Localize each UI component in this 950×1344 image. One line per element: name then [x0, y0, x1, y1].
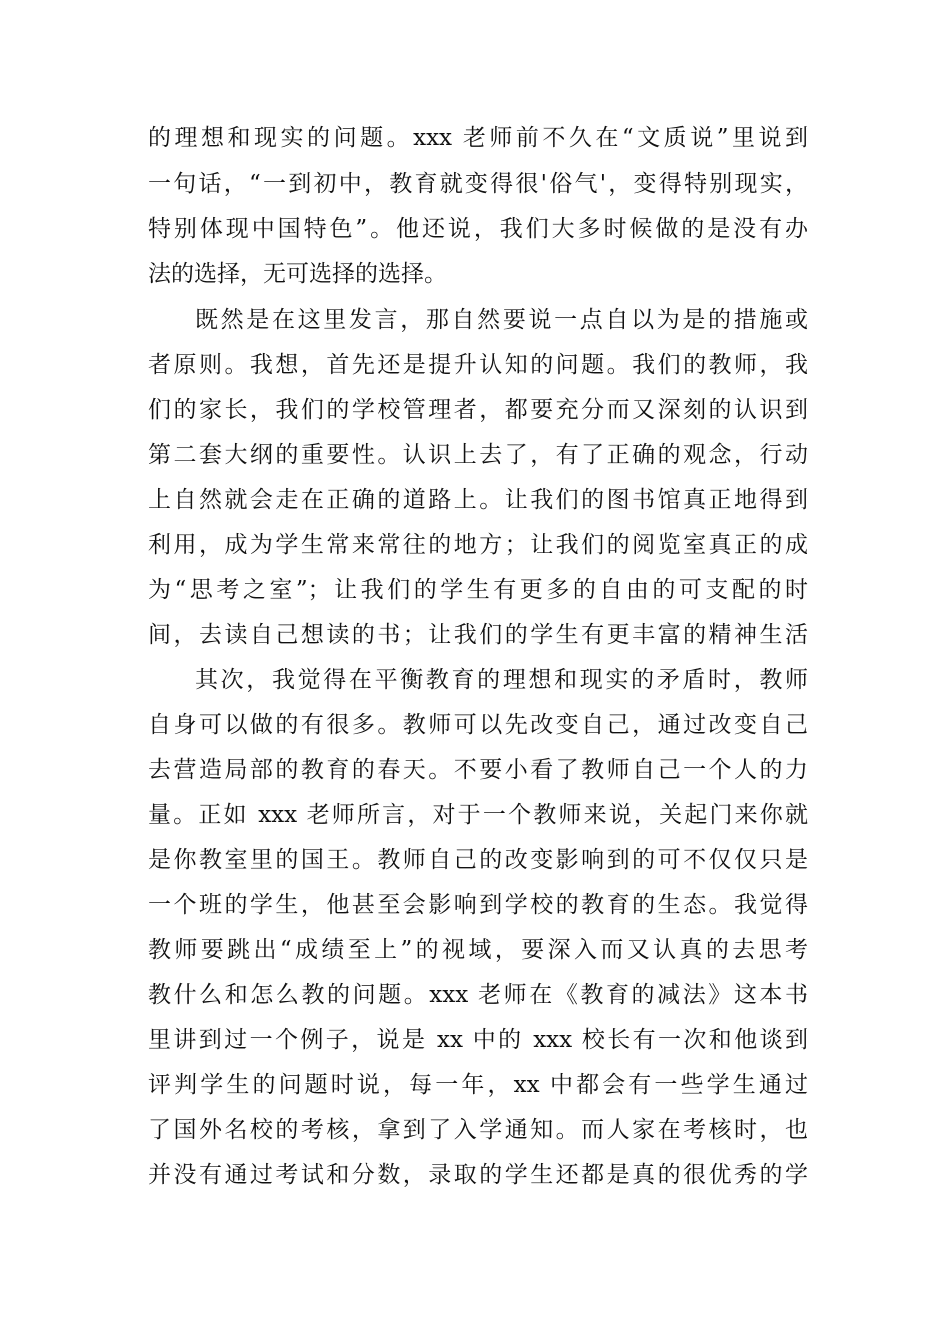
text-line: 一句话，“一到初中，教育就变得很'俗气'，变得特别现实， — [148, 171, 808, 197]
text-line: 教师要跳出“成绩至上”的视域，要深入而又认真的去思考 — [148, 937, 808, 963]
text-line: 为“思考之室”；让我们的学生有更多的自由的可支配的时 — [148, 577, 808, 603]
text-line: 既然是在这里发言，那自然要说一点自以为是的措施或 — [195, 307, 808, 333]
text-line: 里讲到过一个例子，说是 xx 中的 xxx 校长有一次和他谈到 — [148, 1027, 808, 1053]
text-line: 自身可以做的有很多。教师可以先改变自己，通过改变自己 — [148, 712, 808, 738]
text-line: 一个班的学生，他甚至会影响到学校的教育的生态。我觉得 — [148, 892, 808, 918]
text-line: 们的家长，我们的学校管理者，都要充分而又深刻的认识到 — [148, 397, 808, 423]
text-line: 间，去读自己想读的书；让我们的学生有更丰富的精神生活 — [148, 622, 808, 648]
text-line: 是你教室里的国王。教师自己的改变影响到的可不仅仅只是 — [148, 847, 808, 873]
text-line: 去营造局部的教育的春天。不要小看了教师自己一个人的力 — [148, 757, 808, 783]
text-line: 了国外名校的考核，拿到了入学通知。而人家在考核时，也 — [148, 1117, 808, 1143]
text-line: 教什么和怎么教的问题。xxx 老师在《教育的减法》这本书 — [148, 982, 808, 1008]
text-line: 特别体现中国特色”。他还说，我们大多时候做的是没有办 — [148, 216, 808, 242]
text-line: 评判学生的问题时说，每一年，xx 中都会有一些学生通过 — [148, 1072, 808, 1098]
text-line: 利用，成为学生常来常往的地方；让我们的阅览室真正的成 — [148, 532, 808, 558]
text-line: 者原则。我想，首先还是提升认知的问题。我们的教师，我 — [148, 352, 808, 378]
text-line: 上自然就会走在正确的道路上。让我们的图书馆真正地得到 — [148, 487, 808, 513]
text-line: 法的选择，无可选择的选择。 — [148, 261, 447, 287]
text-line: 第二套大纲的重要性。认识上去了，有了正确的观念，行动 — [148, 442, 808, 468]
text-line: 其次，我觉得在平衡教育的理想和现实的矛盾时，教师 — [195, 667, 808, 693]
text-line: 的理想和现实的问题。xxx 老师前不久在“文质说”里说到 — [148, 125, 808, 151]
text-line: 量。正如 xxx 老师所言，对于一个教师来说，关起门来你就 — [148, 802, 808, 828]
text-line: 并没有通过考试和分数，录取的学生还都是真的很优秀的学 — [148, 1162, 808, 1188]
